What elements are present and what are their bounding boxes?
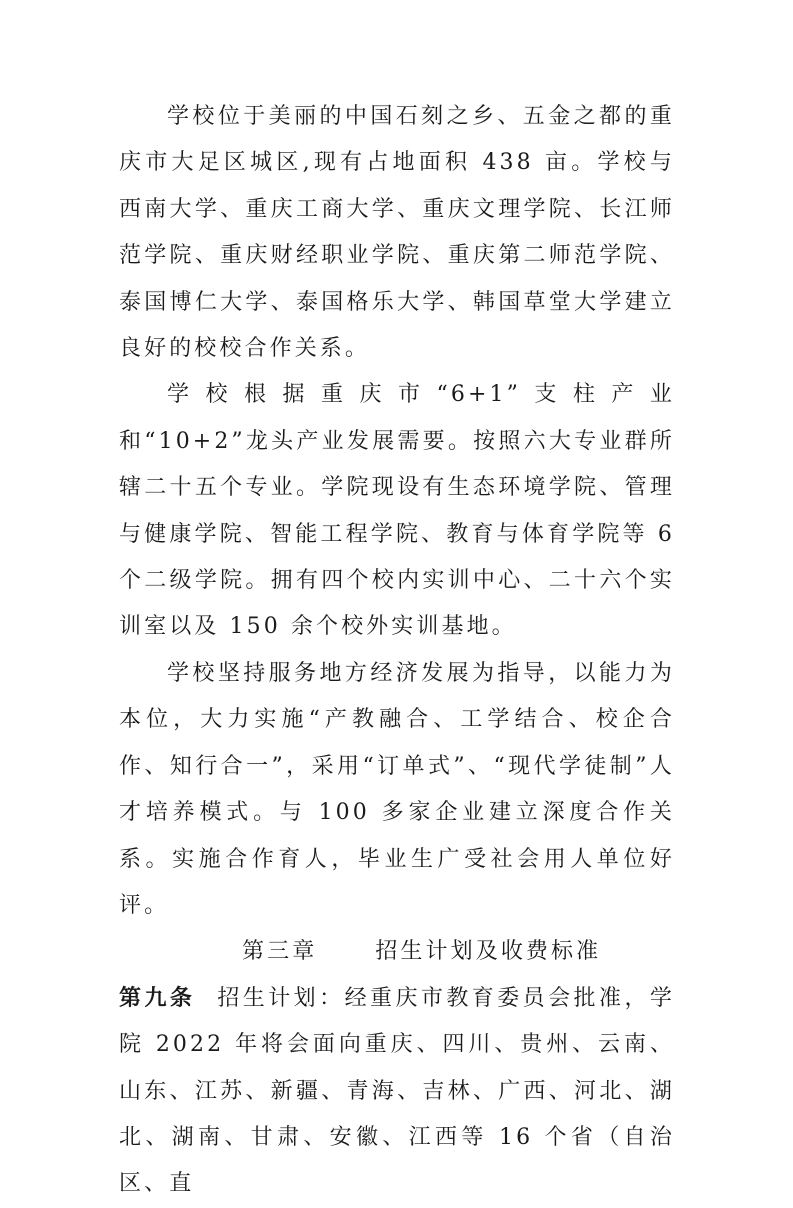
chapter-heading xyxy=(119,929,675,975)
chapter-number: 第三章 xyxy=(242,939,318,965)
document-body xyxy=(119,94,675,1208)
paragraph-cooperation: 学校坚持服务地方经济发展为指导，以能力为本位，大力实施“产教融合、工学结合、校企合作、知行合一”，采用“订单式”、“现代学徒制”人才培养模式。与 100 多家企业建立深度合作关系。实施合作育人，毕业生广受社会用人单位好评。 xyxy=(119,660,675,918)
article-text: 招生计划：经重庆市教育委员会批准，学院 2022 年将会面向重庆、四川、贵州、云南、山东、江苏、新疆、青海、吉林、广西、河北、湖北、湖南、甘肃、安徽、江西等 16 个省（自治区、直 xyxy=(119,985,675,1197)
article-label: 第九条 xyxy=(119,985,196,1011)
paragraph-industry-programs: 学校根据重庆市“6+1”支柱产业和“10+2”龙头产业发展需要。按照六大专业群所辖二十五个专业。学院现设有生态环境学院、管理与健康学院、智能工程学院、教育与体育学院等 6 个二级学院。拥有四个校内实训中心、二十六个实训室以及 150 余个校外实训基地。 xyxy=(119,382,675,640)
chapter-title: 招生计划及收费标准 xyxy=(375,939,602,965)
paragraph-school-location: 学校位于美丽的中国石刻之乡、五金之都的重庆市大足区城区,现有占地面积 438 亩。学校与西南大学、重庆工商大学、重庆文理学院、长江师范学院、重庆财经职业学院、重庆第二师范学院、泰国博仁大学、泰国格乐大学、韩国草堂大学建立良好的校校合作关系。 xyxy=(119,104,675,362)
article-enrollment-plan xyxy=(119,976,675,1208)
